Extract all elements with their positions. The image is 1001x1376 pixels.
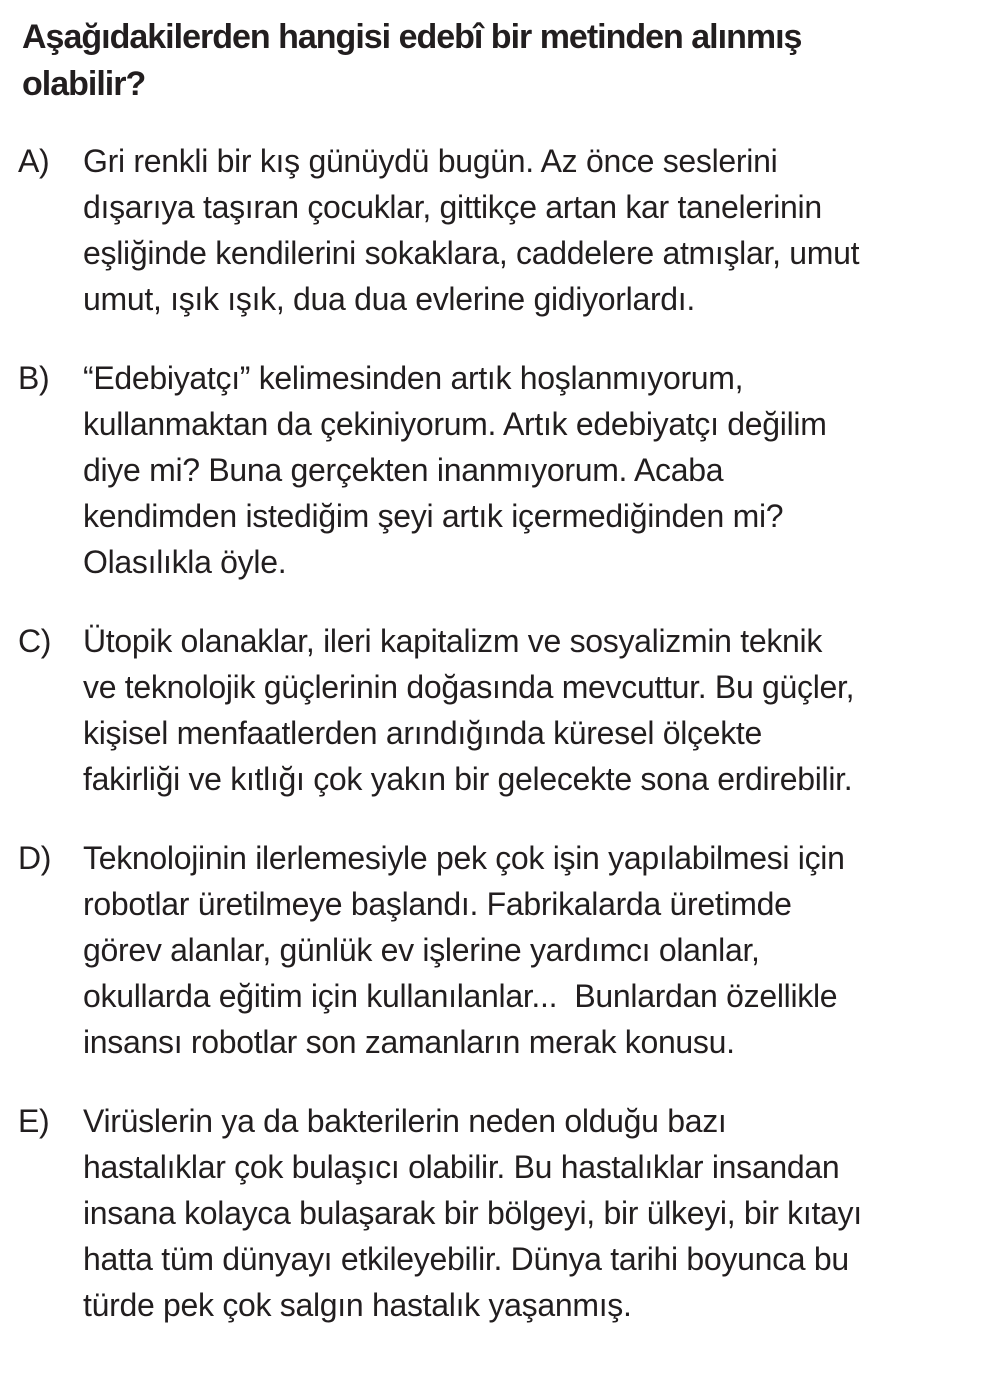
- option-line: hatta tüm dünyayı etkileyebilir. Dünya tarihi boyunca bu: [83, 1241, 849, 1277]
- option-b-letter: B): [18, 360, 50, 396]
- option-line: eşliğinde kendilerini sokaklara, caddelere atmışlar, umut: [83, 235, 860, 271]
- question-title: [22, 14, 985, 108]
- option-line: görev alanlar, günlük ev işlerine yardımcı olanlar,: [83, 932, 760, 968]
- option-line: diye mi? Buna gerçekten inanmıyorum. Acaba: [83, 452, 724, 488]
- option-b: [18, 355, 985, 585]
- option-line: insansı robotlar son zamanların merak konusu.: [83, 1024, 735, 1060]
- option-d-text: [83, 835, 985, 1065]
- option-line: dışarıya taşıran çocuklar, gittikçe artan kar tanelerinin: [83, 189, 822, 225]
- option-d-letter: D): [18, 840, 52, 876]
- option-e-text: [83, 1098, 985, 1328]
- option-line: Teknolojinin ilerlemesiyle pek çok işin yapılabilmesi için: [83, 840, 845, 876]
- option-line: umut, ışık ışık, dua dua evlerine gidiyorlardı.: [83, 281, 695, 317]
- options-list: [18, 138, 985, 1328]
- option-c-text: [83, 618, 985, 802]
- option-line: fakirliği ve kıtlığı çok yakın bir gelecekte sona erdirebilir.: [83, 761, 853, 797]
- option-line: insana kolayca bulaşarak bir bölgeyi, bir ülkeyi, bir kıtayı: [83, 1195, 862, 1231]
- option-c: [18, 618, 985, 802]
- option-line: “Edebiyatçı” kelimesinden artık hoşlanmıyorum,: [83, 360, 744, 396]
- option-a-letter: A): [18, 143, 50, 179]
- question-title-line-2: olabilir?: [22, 65, 146, 103]
- option-a: [18, 138, 985, 322]
- option-line: Gri renkli bir kış günüydü bugün. Az önce seslerini: [83, 143, 778, 179]
- option-e-letter: E): [18, 1103, 50, 1139]
- option-line: kullanmaktan da çekiniyorum. Artık edebiyatçı değilim: [83, 406, 827, 442]
- option-c-letter: C): [18, 623, 52, 659]
- option-line: kendimden istediğim şeyi artık içermediğinden mi?: [83, 498, 784, 534]
- option-line: ve teknolojik güçlerinin doğasında mevcuttur. Bu güçler,: [83, 669, 855, 705]
- question-title-line-1: Aşağıdakilerden hangisi edebî bir metinden alınmış: [22, 18, 802, 56]
- option-b-text: [83, 355, 985, 585]
- option-line: kişisel menfaatlerden arındığında küresel ölçekte: [83, 715, 763, 751]
- option-line: robotlar üretilmeye başlandı. Fabrikalarda üretimde: [83, 886, 792, 922]
- option-line: Ütopik olanaklar, ileri kapitalizm ve sosyalizmin teknik: [83, 623, 823, 659]
- option-a-text: [83, 138, 985, 322]
- option-e: [18, 1098, 985, 1328]
- option-line: Virüslerin ya da bakterilerin neden olduğu bazı: [83, 1103, 727, 1139]
- option-line: türde pek çok salgın hastalık yaşanmış.: [83, 1287, 632, 1323]
- option-line: okullarda eğitim için kullanılanlar... Bunlardan özellikle: [83, 978, 838, 1014]
- option-line: Olasılıkla öyle.: [83, 544, 287, 580]
- option-d: [18, 835, 985, 1065]
- option-line: hastalıklar çok bulaşıcı olabilir. Bu hastalıklar insandan: [83, 1149, 840, 1185]
